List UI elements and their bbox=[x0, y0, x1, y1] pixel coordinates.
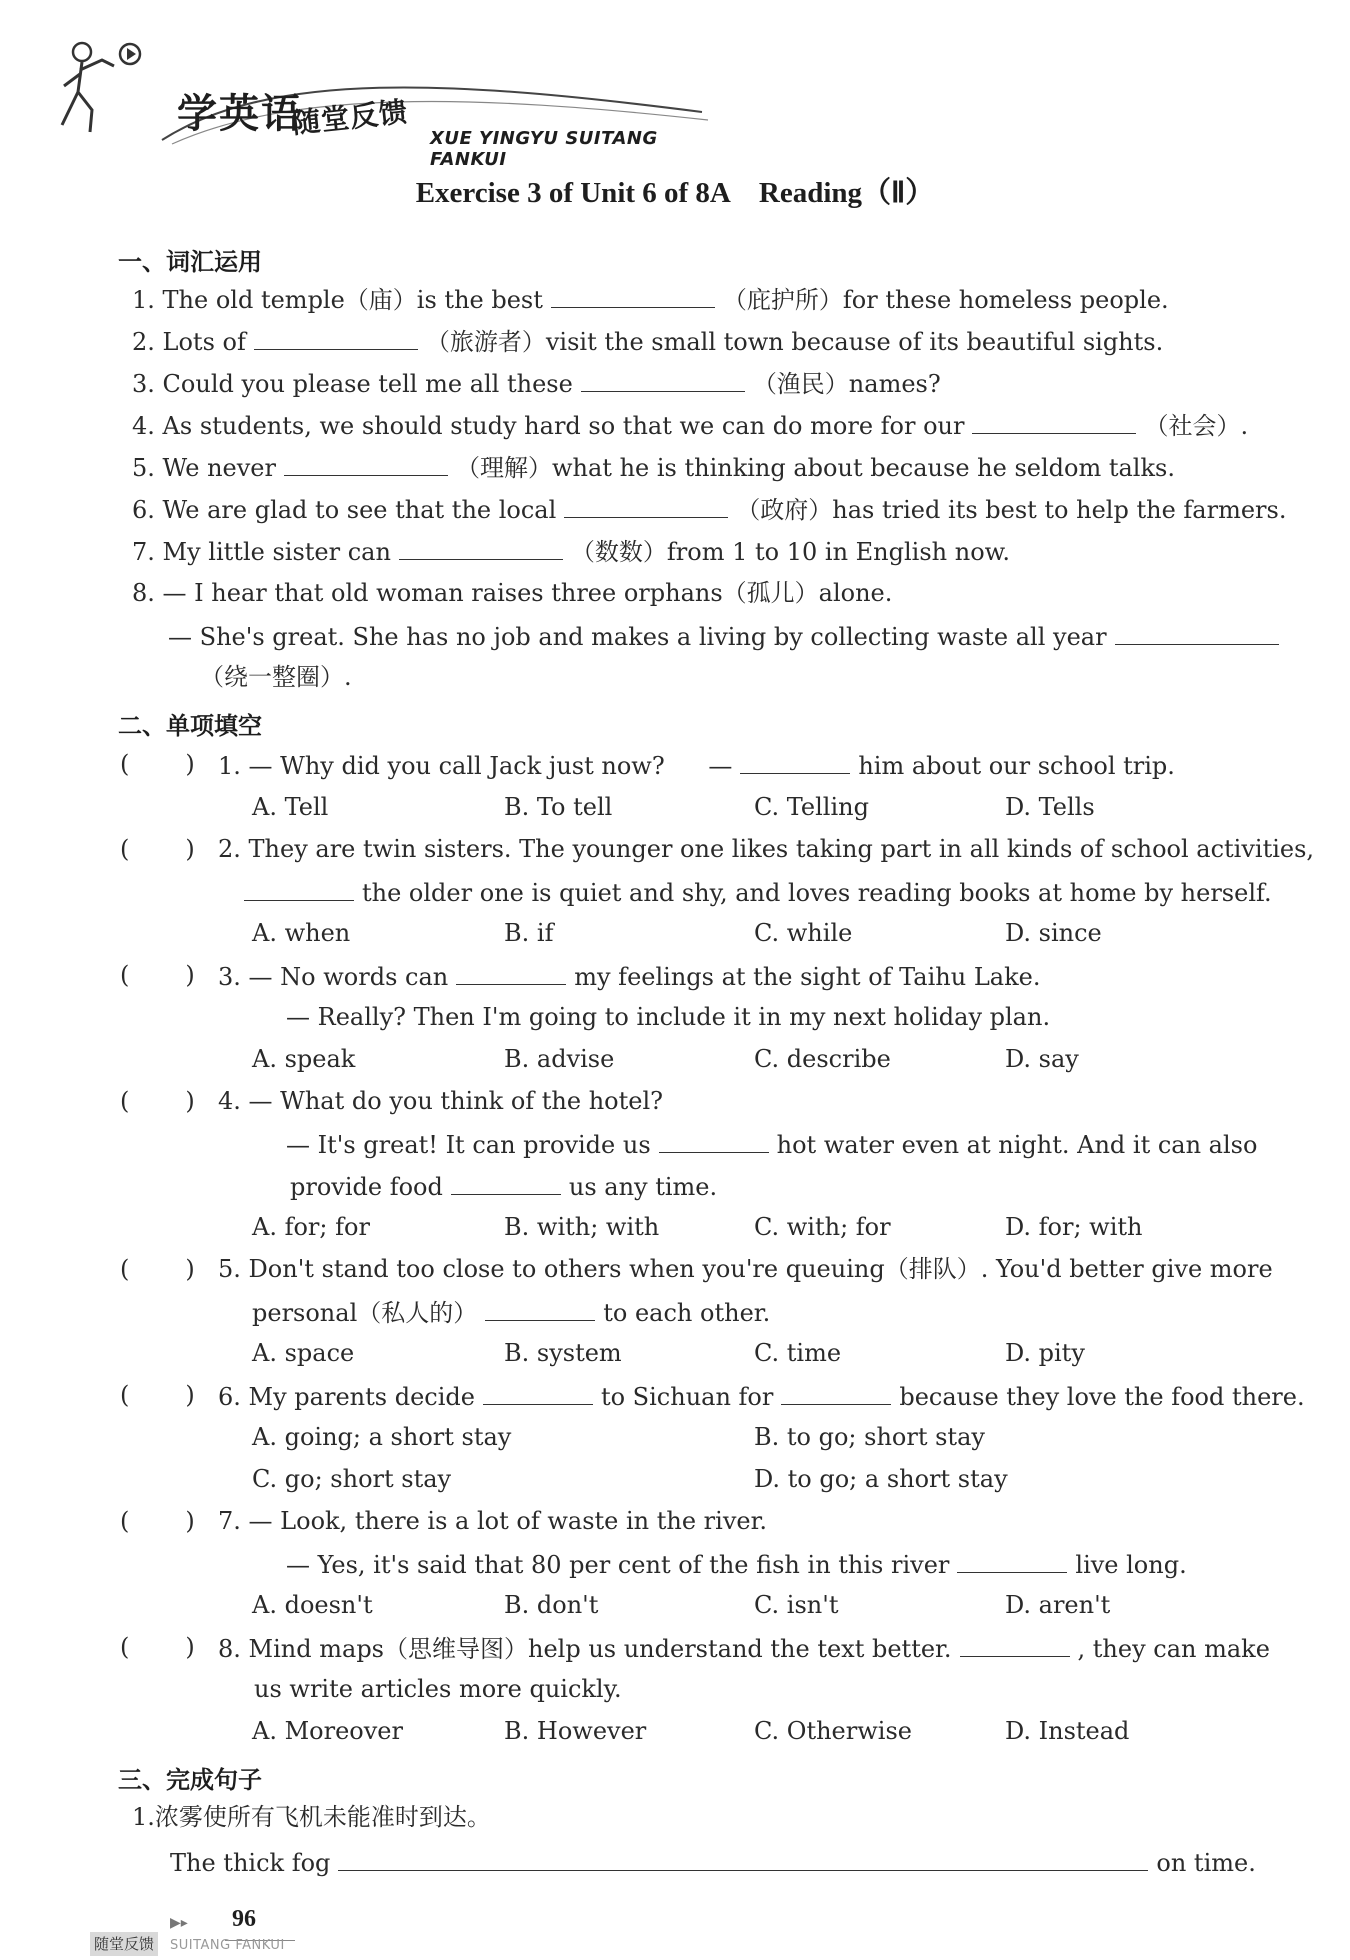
answer-blank[interactable] bbox=[338, 1846, 1148, 1871]
answer-blank[interactable] bbox=[957, 1548, 1067, 1573]
item-text: We are glad to see that the local bbox=[162, 496, 557, 524]
item-text: — Look, there is a lot of waste in the river. bbox=[248, 1507, 768, 1535]
mc-question-3 bbox=[218, 960, 1040, 992]
answer-bracket[interactable]: ( ) bbox=[120, 1507, 195, 1535]
option-a[interactable]: A. for; for bbox=[252, 1213, 370, 1241]
item-text: 浓雾使所有飞机未能准时到达。 bbox=[154, 1803, 491, 1831]
item-text: — I hear that old woman raises three orphans（孤儿）alone. bbox=[162, 579, 893, 607]
option-a[interactable]: A. when bbox=[252, 919, 351, 947]
item-text: on time. bbox=[1156, 1849, 1256, 1877]
answer-bracket[interactable]: ( ) bbox=[120, 961, 195, 989]
option-c[interactable]: C. time bbox=[754, 1339, 842, 1367]
option-c[interactable]: C. with; for bbox=[754, 1213, 891, 1241]
item-text: provide food bbox=[290, 1173, 443, 1201]
vocab-item-7 bbox=[132, 535, 1010, 567]
mc-question-5-line-2 bbox=[252, 1296, 770, 1328]
option-a[interactable]: A. space bbox=[252, 1339, 355, 1367]
footer-tag-cn: 随堂反馈 bbox=[90, 1932, 158, 1956]
brand-header bbox=[52, 30, 692, 170]
answer-blank[interactable] bbox=[551, 283, 715, 308]
answer-bracket[interactable]: ( ) bbox=[120, 1255, 195, 1283]
sentence-item-1-english bbox=[170, 1846, 1256, 1878]
option-b[interactable]: B. advise bbox=[504, 1045, 615, 1073]
answer-blank[interactable] bbox=[483, 1380, 593, 1405]
item-text: They are twin sisters. The younger one likes taking part in all kinds of school activities, bbox=[248, 835, 1315, 863]
option-c[interactable]: C. isn't bbox=[754, 1591, 839, 1619]
vocab-item-6 bbox=[132, 493, 1286, 525]
item-text: my feelings at the sight of Taihu Lake. bbox=[574, 963, 1041, 991]
runner-logo-icon bbox=[52, 30, 162, 140]
item-text: because they love the food there. bbox=[899, 1383, 1305, 1411]
item-text: — No words can bbox=[248, 963, 449, 991]
mc-question-6 bbox=[218, 1380, 1305, 1412]
option-a[interactable]: A. Moreover bbox=[252, 1717, 403, 1745]
option-b[interactable]: B. to go; short stay bbox=[754, 1423, 985, 1451]
option-b[interactable]: B. However bbox=[504, 1717, 647, 1745]
mc-question-3-line-2: — Really? Then I'm going to include it in my next holiday plan. bbox=[286, 1003, 1051, 1031]
brand-cn-main: 学英语 bbox=[177, 91, 303, 137]
vocab-item-3 bbox=[132, 367, 941, 399]
answer-blank[interactable] bbox=[972, 409, 1136, 434]
vocab-item-2 bbox=[132, 325, 1163, 357]
item-text: （理解）what he is thinking about because he seldom talks. bbox=[455, 454, 1175, 482]
item-text: Mind maps（思维导图）help us understand the text better. bbox=[248, 1635, 952, 1663]
option-c[interactable]: C. describe bbox=[754, 1045, 891, 1073]
item-number: 5. bbox=[132, 454, 155, 482]
mc-question-4-line-3 bbox=[290, 1170, 717, 1202]
mc-question-4-line-2 bbox=[286, 1128, 1257, 1160]
answer-blank[interactable] bbox=[781, 1380, 891, 1405]
answer-blank[interactable] bbox=[485, 1296, 595, 1321]
option-d[interactable]: D. Tells bbox=[1005, 793, 1095, 821]
item-text: , they can make bbox=[1077, 1635, 1270, 1663]
item-text: The thick fog bbox=[170, 1849, 331, 1877]
item-text: him about our school trip. bbox=[858, 752, 1175, 780]
item-text: us any time. bbox=[568, 1173, 718, 1201]
mc-question-7 bbox=[218, 1506, 767, 1536]
answer-bracket[interactable]: ( ) bbox=[120, 1087, 195, 1115]
mc-question-5 bbox=[218, 1254, 1273, 1284]
vocab-item-8-line-3: （绕一整圈）. bbox=[200, 663, 352, 691]
option-b[interactable]: B. To tell bbox=[504, 793, 613, 821]
option-c[interactable]: C. Otherwise bbox=[754, 1717, 912, 1745]
item-text: — Why did you call Jack just now? bbox=[248, 752, 665, 780]
option-d[interactable]: D. for; with bbox=[1005, 1213, 1143, 1241]
mc-question-2-line-2 bbox=[244, 876, 1272, 908]
answer-blank[interactable] bbox=[254, 325, 418, 350]
mc-question-4 bbox=[218, 1086, 663, 1116]
answer-blank[interactable] bbox=[1115, 620, 1279, 645]
section-heading-vocabulary: 一、词汇运用 bbox=[118, 248, 262, 276]
play-arrow-icon: ▶▸ bbox=[170, 1915, 188, 1931]
item-number: 2. bbox=[132, 328, 155, 356]
option-a[interactable]: A. Tell bbox=[252, 793, 329, 821]
item-number: 6. bbox=[132, 496, 155, 524]
item-text: （政府）has tried its best to help the farmers. bbox=[736, 496, 1287, 524]
footer-tag-en: SUITANG FANKUI bbox=[170, 1938, 285, 1953]
item-number: 1. bbox=[132, 1803, 155, 1831]
section-heading-multiple-choice: 二、单项填空 bbox=[118, 712, 262, 740]
option-b[interactable]: B. if bbox=[504, 919, 554, 947]
item-text: — What do you think of the hotel? bbox=[248, 1087, 664, 1115]
item-text: We never bbox=[162, 454, 276, 482]
option-b[interactable]: B. with; with bbox=[504, 1213, 660, 1241]
page-title bbox=[0, 170, 1350, 211]
item-text: My parents decide bbox=[248, 1383, 475, 1411]
option-c[interactable]: C. Telling bbox=[754, 793, 869, 821]
brand-en: XUE YINGYU SUITANG FANKUI bbox=[430, 128, 658, 170]
item-text: As students, we should study hard so that we can do more for our bbox=[162, 412, 965, 440]
answer-blank[interactable] bbox=[564, 493, 728, 518]
answer-blank[interactable] bbox=[399, 535, 563, 560]
option-a[interactable]: A. doesn't bbox=[252, 1591, 373, 1619]
option-b[interactable]: B. don't bbox=[504, 1591, 599, 1619]
item-number: 7. bbox=[218, 1507, 241, 1535]
option-c[interactable]: C. while bbox=[754, 919, 853, 947]
answer-blank[interactable] bbox=[960, 1632, 1070, 1657]
item-number: 1. bbox=[218, 752, 241, 780]
item-number: 8. bbox=[218, 1635, 241, 1663]
answer-bracket[interactable]: ( ) bbox=[120, 1633, 195, 1661]
item-text: （庇护所）for these homeless people. bbox=[722, 286, 1169, 314]
item-number: 1. bbox=[132, 286, 155, 314]
answer-blank[interactable] bbox=[244, 876, 354, 901]
mc-question-7-line-2 bbox=[286, 1548, 1187, 1580]
title-main: Exercise 3 of Unit 6 of 8A bbox=[415, 177, 731, 209]
answer-bracket[interactable]: ( ) bbox=[120, 750, 195, 778]
option-d[interactable]: D. Instead bbox=[1005, 1717, 1130, 1745]
option-d[interactable]: D. since bbox=[1005, 919, 1102, 947]
item-text: （渔民）names? bbox=[752, 370, 941, 398]
answer-blank[interactable] bbox=[451, 1170, 561, 1195]
answer-bracket[interactable]: ( ) bbox=[120, 1381, 195, 1409]
item-number: 5. bbox=[218, 1255, 241, 1283]
item-number: 2. bbox=[218, 835, 241, 863]
option-a[interactable]: A. going; a short stay bbox=[252, 1423, 512, 1451]
brand-cn-sub: 随堂反馈 bbox=[290, 95, 410, 140]
answer-blank[interactable] bbox=[740, 749, 850, 774]
item-text: （数数）from 1 to 10 in English now. bbox=[570, 538, 1010, 566]
item-number: 4. bbox=[132, 412, 155, 440]
item-text: to each other. bbox=[603, 1299, 771, 1327]
option-d[interactable]: D. to go; a short stay bbox=[754, 1465, 1008, 1493]
item-text: My little sister can bbox=[162, 538, 391, 566]
item-text: — bbox=[708, 752, 733, 780]
item-text: to Sichuan for bbox=[600, 1383, 774, 1411]
item-number: 6. bbox=[218, 1383, 241, 1411]
sentence-item-1-chinese bbox=[132, 1802, 491, 1832]
item-number: 4. bbox=[218, 1087, 241, 1115]
vocab-item-8-line-2 bbox=[168, 620, 1287, 652]
option-d[interactable]: D. aren't bbox=[1005, 1591, 1111, 1619]
item-text: The old temple（庙）is the best bbox=[162, 286, 543, 314]
item-text: — It's great! It can provide us bbox=[286, 1131, 651, 1159]
vocab-item-5 bbox=[132, 451, 1175, 483]
item-number: 3. bbox=[132, 370, 155, 398]
mc-question-2 bbox=[218, 834, 1314, 864]
vocab-item-8-line-1 bbox=[132, 578, 892, 608]
item-text: Don't stand too close to others when you're queuing（排队）. You'd better give more bbox=[248, 1255, 1273, 1283]
answer-blank[interactable] bbox=[456, 960, 566, 985]
option-b[interactable]: B. system bbox=[504, 1339, 622, 1367]
answer-bracket[interactable]: ( ) bbox=[120, 835, 195, 863]
mc-question-8-line-2: us write articles more quickly. bbox=[254, 1675, 622, 1703]
item-text: personal（私人的） bbox=[252, 1299, 478, 1327]
item-text: （社会）. bbox=[1144, 412, 1249, 440]
item-text: live long. bbox=[1075, 1551, 1187, 1579]
item-number: 7. bbox=[132, 538, 155, 566]
mc-question-1 bbox=[218, 749, 1175, 781]
item-text: Lots of bbox=[162, 328, 246, 356]
answer-blank[interactable] bbox=[659, 1128, 769, 1153]
item-text: — She's great. She has no job and makes a living by collecting waste all year bbox=[168, 623, 1107, 651]
vocab-item-1 bbox=[132, 283, 1169, 315]
item-text: hot water even at night. And it can also bbox=[776, 1131, 1258, 1159]
item-text: the older one is quiet and shy, and loves reading books at home by herself. bbox=[362, 879, 1272, 907]
option-c[interactable]: C. go; short stay bbox=[252, 1465, 452, 1493]
title-reading: Reading（Ⅱ） bbox=[758, 177, 935, 209]
option-a[interactable]: A. speak bbox=[252, 1045, 356, 1073]
vocab-item-4 bbox=[132, 409, 1248, 441]
item-text: （旅游者）visit the small town because of its beautiful sights. bbox=[425, 328, 1164, 356]
item-text: — Yes, it's said that 80 per cent of the fish in this river bbox=[286, 1551, 950, 1579]
item-text: Could you please tell me all these bbox=[162, 370, 573, 398]
section-heading-complete-sentences: 三、完成句子 bbox=[118, 1766, 262, 1794]
page-number: 96 bbox=[232, 1906, 256, 1932]
option-d[interactable]: D. pity bbox=[1005, 1339, 1085, 1367]
option-d[interactable]: D. say bbox=[1005, 1045, 1079, 1073]
item-number: 8. bbox=[132, 579, 155, 607]
answer-blank[interactable] bbox=[284, 451, 448, 476]
answer-blank[interactable] bbox=[581, 367, 745, 392]
mc-question-8 bbox=[218, 1632, 1270, 1664]
item-number: 3. bbox=[218, 963, 241, 991]
